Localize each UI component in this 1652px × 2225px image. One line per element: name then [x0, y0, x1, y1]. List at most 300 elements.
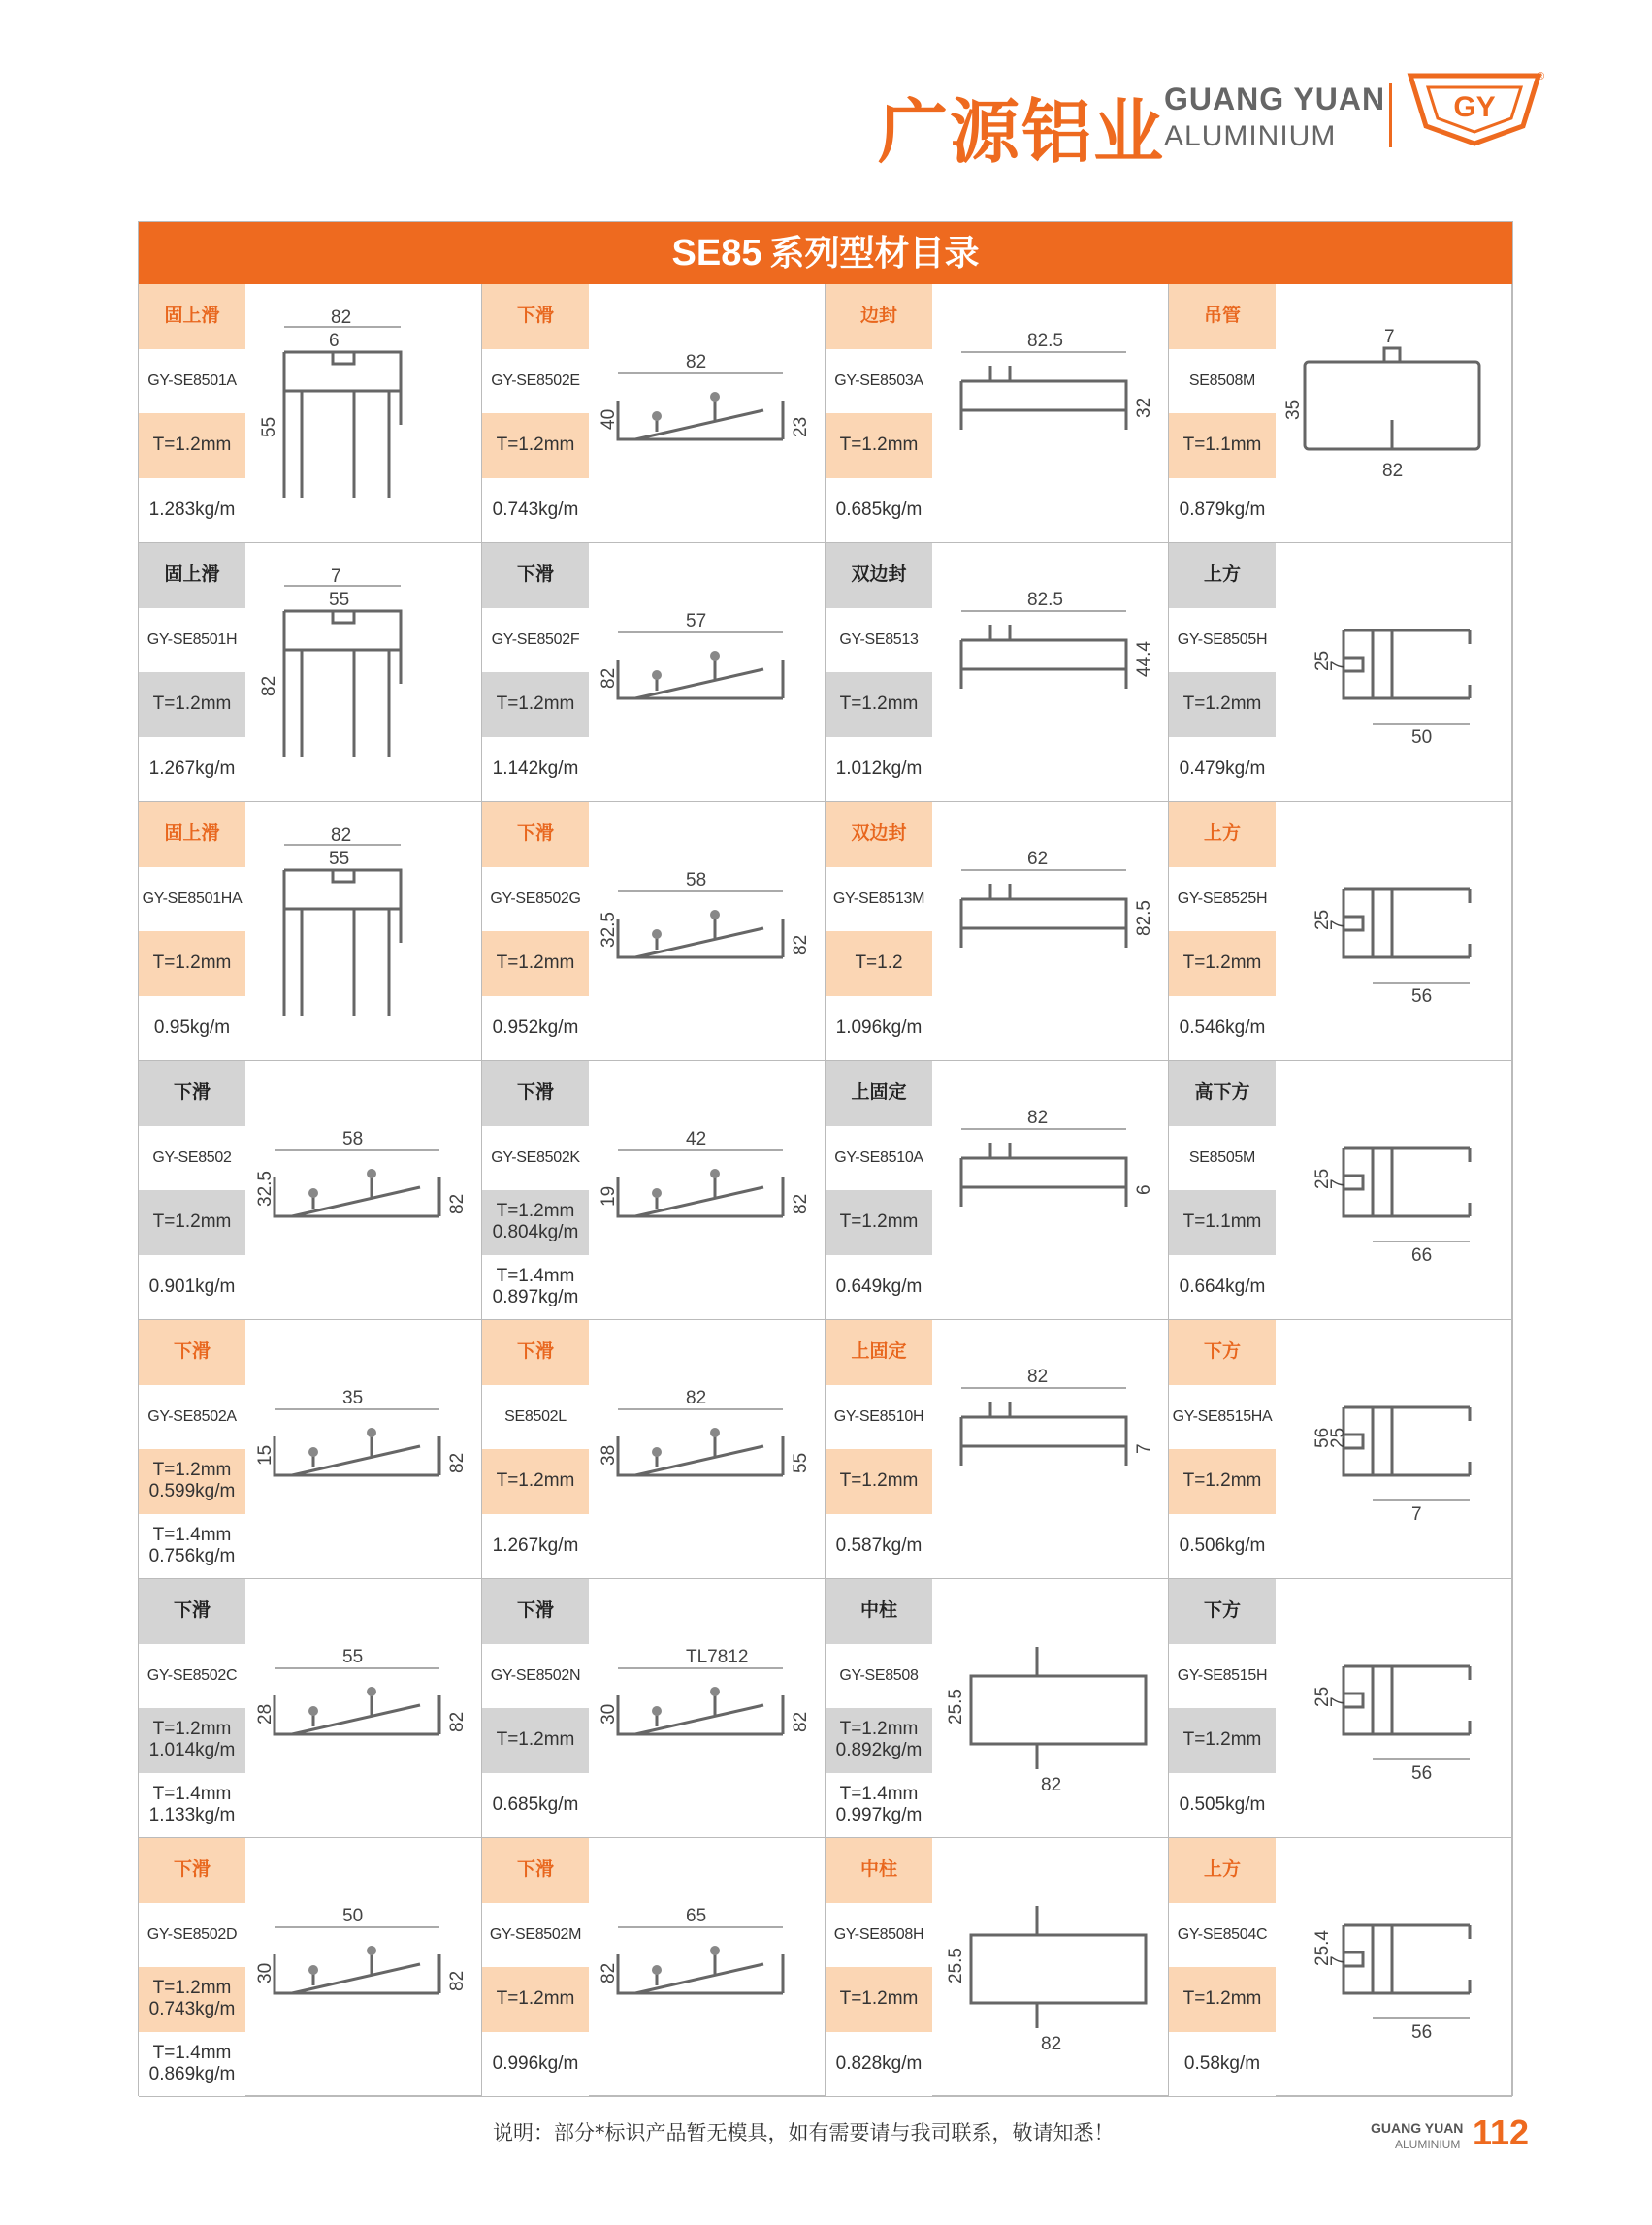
profile-weight: 0.685kg/m [826, 478, 932, 543]
svg-text:6: 6 [1134, 1184, 1154, 1195]
brand-name-cn: 广源铝业 [878, 91, 1166, 173]
profile-name: 固上滑 [139, 543, 245, 608]
svg-text:55: 55 [342, 1647, 364, 1667]
profile-drawing [589, 1061, 826, 1319]
brand-subtitle-en: ALUMINIUM [1164, 120, 1337, 152]
profile-name: 双边封 [826, 802, 932, 867]
profile-cell [1169, 1579, 1512, 1838]
profile-weight: 1.267kg/m [139, 737, 245, 802]
profile-drawing [932, 1320, 1169, 1578]
profile-cell [1169, 1061, 1512, 1320]
profile-section-icon [245, 543, 482, 801]
profile-thickness: T=1.2mm [826, 1190, 932, 1255]
profile-name: 下滑 [482, 1320, 589, 1385]
profile-name: 下滑 [482, 543, 589, 608]
profile-cell [482, 1320, 826, 1579]
profile-section-icon [1276, 802, 1512, 1060]
profile-code: GY-SE8502A [139, 1385, 245, 1450]
profile-code: GY-SE8502K [482, 1126, 589, 1191]
svg-text:57: 57 [686, 611, 707, 631]
svg-text:32.5: 32.5 [599, 912, 619, 948]
profile-thickness: T=1.2mm [482, 931, 589, 996]
profile-cell [826, 284, 1169, 543]
profile-cell [826, 1061, 1169, 1320]
profile-code: GY-SE8502E [482, 349, 589, 414]
profile-cell [826, 1320, 1169, 1579]
profile-weight: 0.479kg/m [1169, 737, 1276, 802]
profile-cell [1169, 284, 1512, 543]
profile-weight: 0.996kg/m [482, 2032, 589, 2097]
svg-text:44.4: 44.4 [1134, 641, 1154, 677]
profile-weight: 0.505kg/m [1169, 1773, 1276, 1838]
profile-drawing [1276, 1579, 1512, 1837]
profile-info [1169, 284, 1276, 542]
svg-text:82: 82 [1382, 461, 1404, 481]
svg-text:55: 55 [791, 1452, 811, 1473]
svg-text:82: 82 [1027, 1108, 1049, 1128]
profile-cell [139, 1838, 482, 2097]
profile-code: GY-SE8502D [139, 1903, 245, 1968]
profile-cell [139, 284, 482, 543]
profile-name: 下滑 [139, 1579, 245, 1644]
profile-thickness: T=1.2mm 1.014kg/m [139, 1708, 245, 1773]
profile-cell [482, 802, 826, 1061]
svg-text:58: 58 [686, 870, 707, 890]
profile-info [1169, 1320, 1276, 1578]
svg-text:55: 55 [329, 590, 350, 610]
svg-text:28: 28 [255, 1703, 275, 1725]
footnote: 说明：部分*标识产品暂无模具，如有需要请与我司联系，敬请知悉！ [493, 2121, 1115, 2144]
profile-code: GY-SE8502N [482, 1644, 589, 1709]
profile-section-icon [245, 1320, 482, 1578]
svg-text:82.5: 82.5 [1134, 900, 1154, 936]
brand-name-en: GUANG YUAN [1164, 81, 1386, 116]
svg-text:®: ® [1537, 71, 1545, 82]
profile-info [1169, 543, 1276, 801]
brand-logo-icon [1407, 70, 1545, 147]
svg-text:25: 25 [1312, 650, 1333, 671]
profile-drawing [589, 802, 826, 1060]
profile-name: 下方 [1169, 1320, 1276, 1385]
profile-thickness: T=1.2mm [139, 1190, 245, 1255]
profile-section-icon [932, 284, 1169, 542]
profile-name: 上固定 [826, 1061, 932, 1126]
profile-code: GY-SE8515HA [1169, 1385, 1276, 1450]
profile-thickness: T=1.2mm 0.599kg/m [139, 1449, 245, 1514]
profile-weight: 0.664kg/m [1169, 1255, 1276, 1320]
profile-drawing [245, 1320, 482, 1578]
svg-text:82: 82 [791, 1193, 811, 1214]
svg-text:25: 25 [1312, 1686, 1333, 1707]
profile-info [1169, 1838, 1276, 2096]
svg-text:82: 82 [447, 1970, 468, 1991]
profile-drawing [932, 543, 1169, 801]
profile-info [139, 543, 245, 801]
profile-thickness: T=1.2mm [1169, 1449, 1276, 1514]
profile-thickness: T=1.2mm [482, 1708, 589, 1773]
profile-cell [826, 802, 1169, 1061]
profile-name: 下滑 [482, 284, 589, 349]
svg-text:7: 7 [1411, 1504, 1422, 1525]
svg-text:19: 19 [599, 1185, 619, 1207]
svg-text:82: 82 [791, 934, 811, 955]
profile-weight: 1.096kg/m [826, 996, 932, 1061]
profile-info [139, 1061, 245, 1319]
profile-name: 高下方 [1169, 1061, 1276, 1126]
profile-info [482, 284, 589, 542]
profile-code: GY-SE8515H [1169, 1644, 1276, 1709]
profile-info [826, 284, 932, 542]
svg-text:58: 58 [342, 1129, 364, 1149]
profile-code: GY-SE8510H [826, 1385, 932, 1450]
profile-code: SE8502L [482, 1385, 589, 1450]
profile-thickness: T=1.2mm [826, 672, 932, 737]
profile-weight: 0.95kg/m [139, 996, 245, 1061]
profile-code: GY-SE8513M [826, 867, 932, 932]
profile-weight: 0.901kg/m [139, 1255, 245, 1320]
profile-thickness: T=1.1mm [1169, 1190, 1276, 1255]
svg-text:25.5: 25.5 [946, 1689, 966, 1725]
profile-info [826, 1579, 932, 1837]
profile-cell [1169, 802, 1512, 1061]
profile-section-icon [589, 1320, 826, 1578]
profile-info [482, 543, 589, 801]
profile-weight: T=1.4mm 0.997kg/m [826, 1773, 932, 1838]
profile-weight: 1.142kg/m [482, 737, 589, 802]
profile-info [826, 1061, 932, 1319]
profile-weight: 1.267kg/m [482, 1514, 589, 1579]
profile-section-icon [245, 1579, 482, 1837]
profile-weight: 1.283kg/m [139, 478, 245, 543]
profile-code: GY-SE8504C [1169, 1903, 1276, 1968]
svg-text:56: 56 [1312, 1427, 1333, 1448]
profile-drawing [932, 1061, 1169, 1319]
svg-text:7: 7 [331, 566, 341, 587]
profile-cell [826, 543, 1169, 802]
profile-section-icon [1276, 1579, 1512, 1837]
profile-cell [826, 1579, 1169, 1838]
profile-cell [482, 543, 826, 802]
profile-name: 中柱 [826, 1579, 932, 1644]
profile-cell [1169, 543, 1512, 802]
profile-name: 下方 [1169, 1579, 1276, 1644]
profile-section-icon [245, 1061, 482, 1319]
svg-text:40: 40 [599, 408, 619, 430]
profile-name: 下滑 [482, 1061, 589, 1126]
profile-code: GY-SE8525H [1169, 867, 1276, 932]
profile-code: GY-SE8501A [139, 349, 245, 414]
page-number: 112 [1473, 2112, 1530, 2152]
profile-drawing [589, 1579, 826, 1837]
profile-section-icon [589, 802, 826, 1060]
profile-info [482, 1579, 589, 1837]
profile-name: 吊管 [1169, 284, 1276, 349]
profile-name: 下滑 [139, 1320, 245, 1385]
profile-name: 中柱 [826, 1838, 932, 1903]
svg-text:62: 62 [1027, 849, 1049, 869]
profile-thickness: T=1.2mm [826, 1449, 932, 1514]
series-code: SE85 [671, 233, 762, 274]
profile-section-icon [932, 1061, 1169, 1319]
profile-info [826, 1320, 932, 1578]
profile-section-icon [589, 1061, 826, 1319]
profile-info [826, 543, 932, 801]
profile-cell [826, 1838, 1169, 2097]
profile-weight: 0.828kg/m [826, 2032, 932, 2097]
svg-text:82: 82 [331, 307, 352, 328]
profile-section-icon [589, 1579, 826, 1837]
profile-thickness: T=1.2mm [826, 413, 932, 478]
profile-thickness: T=1.1mm [1169, 413, 1276, 478]
profile-thickness: T=1.2mm [482, 672, 589, 737]
svg-text:6: 6 [329, 331, 340, 351]
profile-code: GY-SE8503A [826, 349, 932, 414]
footer-brand: GUANG YUAN [1371, 2120, 1464, 2136]
svg-text:7: 7 [1328, 919, 1348, 930]
svg-text:25: 25 [1328, 1427, 1348, 1448]
profile-thickness: T=1.2mm [1169, 672, 1276, 737]
brand-divider [1389, 83, 1392, 147]
svg-text:25.4: 25.4 [1312, 1930, 1333, 1966]
profile-drawing [245, 284, 482, 542]
svg-text:82: 82 [791, 1711, 811, 1732]
profile-code: GY-SE8510A [826, 1126, 932, 1191]
svg-text:50: 50 [342, 1906, 364, 1926]
profile-name: 双边封 [826, 543, 932, 608]
profile-thickness: T=1.2mm [482, 413, 589, 478]
profile-section-icon [932, 543, 1169, 801]
profile-drawing [589, 1320, 826, 1578]
svg-text:82: 82 [686, 352, 707, 372]
profile-cell [1169, 1838, 1512, 2097]
profile-weight: 0.58kg/m [1169, 2032, 1276, 2097]
svg-text:7: 7 [1384, 327, 1395, 347]
profile-info [1169, 802, 1276, 1060]
profile-code: SE8508M [1169, 349, 1276, 414]
profile-thickness: T=1.2mm 0.892kg/m [826, 1708, 932, 1773]
profile-section-icon [245, 1838, 482, 2096]
profile-section-icon [932, 802, 1169, 1060]
profile-info [1169, 1579, 1276, 1837]
svg-text:TL7812: TL7812 [686, 1647, 749, 1667]
profile-cell [139, 802, 482, 1061]
profile-section-icon [245, 802, 482, 1060]
profile-name: 固上滑 [139, 802, 245, 867]
svg-text:32.5: 32.5 [255, 1171, 275, 1207]
profile-thickness: T=1.2mm [139, 931, 245, 996]
profile-weight: 0.506kg/m [1169, 1514, 1276, 1579]
profile-drawing [1276, 802, 1512, 1060]
svg-text:42: 42 [686, 1129, 707, 1149]
profile-code: GY-SE8502F [482, 608, 589, 673]
svg-text:82.5: 82.5 [1027, 331, 1063, 351]
svg-text:7: 7 [1134, 1443, 1154, 1454]
profile-cell [139, 1320, 482, 1579]
profile-drawing [589, 543, 826, 801]
profile-cell [139, 1061, 482, 1320]
profile-section-icon [1276, 1061, 1512, 1319]
svg-text:35: 35 [1283, 399, 1304, 420]
svg-text:55: 55 [259, 416, 279, 437]
profile-name: 下滑 [139, 1061, 245, 1126]
profile-info [139, 1320, 245, 1578]
svg-text:82: 82 [447, 1193, 468, 1214]
profile-name: 下滑 [482, 1579, 589, 1644]
svg-text:82.5: 82.5 [1027, 590, 1063, 610]
profile-code: GY-SE8502C [139, 1644, 245, 1709]
profile-section-icon [245, 284, 482, 542]
profile-drawing [589, 1838, 826, 2096]
profile-drawing [1276, 1061, 1512, 1319]
profile-drawing [932, 284, 1169, 542]
svg-text:55: 55 [329, 849, 350, 869]
catalog-title [139, 222, 1512, 284]
profile-section-icon [932, 1320, 1169, 1578]
svg-text:56: 56 [1411, 1763, 1433, 1784]
profile-weight: 0.743kg/m [482, 478, 589, 543]
svg-text:25.5: 25.5 [946, 1948, 966, 1983]
profile-section-icon [1276, 1838, 1512, 2096]
profile-info [139, 802, 245, 1060]
svg-text:82: 82 [331, 825, 352, 846]
profile-cell [1169, 1320, 1512, 1579]
profile-section-icon [589, 284, 826, 542]
profile-drawing [1276, 1320, 1512, 1578]
profile-info [482, 1061, 589, 1319]
svg-text:50: 50 [1411, 727, 1433, 748]
profile-name: 上方 [1169, 1838, 1276, 1903]
svg-text:7: 7 [1328, 1178, 1348, 1189]
profile-cell [482, 284, 826, 543]
profile-info [826, 1838, 932, 2096]
profile-drawing [932, 802, 1169, 1060]
profile-weight: T=1.4mm 0.869kg/m [139, 2032, 245, 2097]
profile-cell [482, 1838, 826, 2097]
profile-drawing [932, 1838, 1169, 2096]
svg-text:82: 82 [599, 667, 619, 689]
profile-section-icon [932, 1579, 1169, 1837]
profile-thickness: T=1.2mm [1169, 1967, 1276, 2032]
profile-thickness: T=1.2mm 0.743kg/m [139, 1967, 245, 2032]
profile-info [482, 1838, 589, 2096]
profile-section-icon [1276, 543, 1512, 801]
profile-code: SE8505M [1169, 1126, 1276, 1191]
svg-text:82: 82 [1041, 2034, 1062, 2054]
profile-code: GY-SE8502 [139, 1126, 245, 1191]
profile-cell [139, 1579, 482, 1838]
profile-code: GY-SE8501HA [139, 867, 245, 932]
profile-name: 上固定 [826, 1320, 932, 1385]
svg-text:82: 82 [259, 675, 279, 696]
profile-thickness: T=1.2mm [1169, 1708, 1276, 1773]
profile-code: GY-SE8505H [1169, 608, 1276, 673]
profile-weight: 0.952kg/m [482, 996, 589, 1061]
svg-text:30: 30 [599, 1703, 619, 1725]
profile-drawing [245, 1061, 482, 1319]
profile-info [482, 1320, 589, 1578]
profile-thickness: T=1.2mm [139, 413, 245, 478]
profile-thickness: T=1.2mm 0.804kg/m [482, 1190, 589, 1255]
profile-section-icon [589, 543, 826, 801]
svg-text:25: 25 [1312, 909, 1333, 930]
svg-text:65: 65 [686, 1906, 707, 1926]
profile-name: 下滑 [482, 802, 589, 867]
profile-thickness: T=1.2mm [1169, 931, 1276, 996]
svg-text:82: 82 [599, 1962, 619, 1983]
svg-text:35: 35 [342, 1388, 364, 1408]
profile-section-icon [589, 1838, 826, 2096]
svg-text:GY: GY [1453, 91, 1496, 123]
profile-info [1169, 1061, 1276, 1319]
svg-text:56: 56 [1411, 2022, 1433, 2043]
profile-weight: T=1.4mm 1.133kg/m [139, 1773, 245, 1838]
profile-section-icon [1276, 1320, 1512, 1578]
profile-code: GY-SE8501H [139, 608, 245, 673]
profile-weight: 0.879kg/m [1169, 478, 1276, 543]
profile-thickness: T=1.2 [826, 931, 932, 996]
profile-code: GY-SE8508 [826, 1644, 932, 1709]
profile-name: 下滑 [482, 1838, 589, 1903]
series-label: 系列型材目录 [769, 233, 980, 273]
profile-drawing [245, 802, 482, 1060]
profile-weight: 0.649kg/m [826, 1255, 932, 1320]
svg-text:7: 7 [1328, 661, 1348, 671]
profile-section-icon [932, 1838, 1169, 2096]
svg-text:23: 23 [791, 416, 811, 437]
svg-text:7: 7 [1328, 1955, 1348, 1966]
svg-text:25: 25 [1312, 1168, 1333, 1189]
profile-info [139, 284, 245, 542]
profile-thickness: T=1.2mm [826, 1967, 932, 2032]
page-header [0, 0, 1652, 194]
svg-text:15: 15 [255, 1444, 275, 1466]
profile-weight: 0.685kg/m [482, 1773, 589, 1838]
svg-text:38: 38 [599, 1444, 619, 1466]
profile-thickness: T=1.2mm [139, 672, 245, 737]
svg-text:82: 82 [447, 1711, 468, 1732]
svg-text:56: 56 [1411, 986, 1433, 1007]
profile-code: GY-SE8502G [482, 867, 589, 932]
profile-weight: T=1.4mm 0.897kg/m [482, 1255, 589, 1320]
profile-name: 固上滑 [139, 284, 245, 349]
profile-drawing [1276, 543, 1512, 801]
profile-drawing [245, 543, 482, 801]
profile-weight: 0.546kg/m [1169, 996, 1276, 1061]
svg-text:82: 82 [1041, 1775, 1062, 1795]
profile-section-icon [1276, 284, 1512, 542]
profile-info [139, 1838, 245, 2096]
profile-weight: 0.587kg/m [826, 1514, 932, 1579]
svg-text:7: 7 [1328, 1696, 1348, 1707]
profile-drawing [589, 284, 826, 542]
profile-cell [482, 1579, 826, 1838]
profile-info [482, 802, 589, 1060]
profile-drawing [1276, 1838, 1512, 2096]
profile-drawing [245, 1838, 482, 2096]
profile-cell [139, 543, 482, 802]
svg-text:82: 82 [447, 1452, 468, 1473]
profile-name: 边封 [826, 284, 932, 349]
profile-name: 下滑 [139, 1838, 245, 1903]
profile-info [826, 802, 932, 1060]
profile-cell [482, 1061, 826, 1320]
profile-name: 上方 [1169, 543, 1276, 608]
profile-weight: T=1.4mm 0.756kg/m [139, 1514, 245, 1579]
profile-code: GY-SE8508H [826, 1903, 932, 1968]
footer-brand-sub: ALUMINIUM [1395, 2138, 1461, 2151]
catalog-table [138, 221, 1513, 2096]
profile-name: 上方 [1169, 802, 1276, 867]
